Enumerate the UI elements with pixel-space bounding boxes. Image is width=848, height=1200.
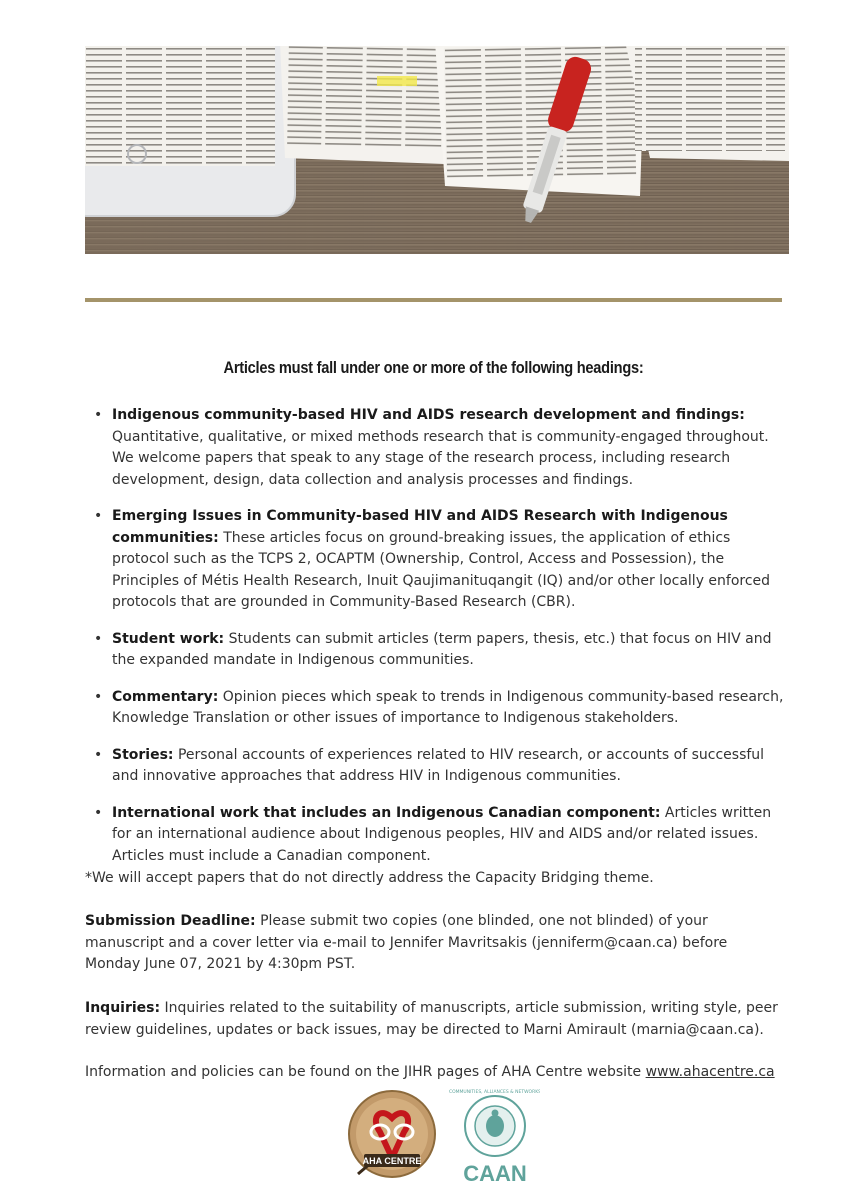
item-text: Students can submit articles (term papers, thesis, etc.) that focus on HIV and the expanded mandate in Indigenous communities. [112, 630, 772, 668]
list-item [86, 803, 786, 868]
item-text: These articles focus on ground-breaking issues, the application of ethics protocol such as the TCPS 2, OCAPTM (Ownership, Control, Access and Possession), the Principles of Métis Health Research, Inuit Qaujimanituqangit (IQ) and/or other locally enforced protocols that are grounded in Community-Based Research (CBR). [112, 529, 771, 610]
list-item [86, 405, 786, 491]
item-text: Quantitative, qualitative, or mixed methods research that is community-engaged throughout. We welcome papers that speak to any stage of the research process, including research development, design, data collection and analysis processes and findings. [112, 428, 769, 488]
deadline-text: Please submit two copies (one blinded, one not blinded) of your manuscript and a cover letter via e-mail to Jennifer Mavritsakis (jenniferm@caan.ca) before Monday June 07, 2021 by 4:30pm PST. [85, 913, 728, 972]
info-line [85, 1062, 785, 1084]
aha-logo-text: AHA CENTRE [362, 1156, 422, 1166]
aha-centre-logo [349, 1091, 435, 1177]
capacity-note: *We will accept papers that do not directly address the Capacity Bridging theme. [85, 870, 654, 886]
item-text: Articles written for an international audience about Indigenous peoples, HIV and AIDS and/or related issues. Articles must include a Canadian component. [112, 804, 772, 864]
deadline-label: Submission Deadline: [85, 913, 256, 929]
bullet-icon: • [94, 407, 103, 423]
item-title: Emerging Issues in Community-based HIV and AIDS Research with Indigenous communities: [112, 508, 728, 546]
header-image [85, 46, 789, 254]
bullet-icon: • [94, 630, 103, 647]
section-divider [85, 298, 782, 302]
list-item [86, 745, 786, 788]
list-item [86, 506, 786, 614]
caan-logo [449, 1089, 540, 1186]
website-link[interactable]: www.ahacentre.ca [645, 1064, 775, 1080]
item-title: International work that includes an Indigenous Canadian component: [112, 804, 661, 821]
item-title: Indigenous community-based HIV and AIDS research development and findings: [112, 407, 745, 423]
list-item [86, 687, 786, 730]
item-title: Student work: [112, 630, 225, 647]
inquiries-label: Inquiries: [85, 1000, 161, 1016]
inquiries-text: Inquiries related to the suitability of manuscripts, article submission, writing style, peer review guidelines, updates or back issues, may be directed to Marni Amirault (marnia@caan.ca). [85, 1000, 778, 1038]
page-heading: Articles must fall under one or more of the following headings: [223, 358, 644, 377]
bullet-icon: • [94, 688, 103, 705]
bullet-icon: • [94, 746, 103, 763]
partner-logos [340, 1088, 540, 1188]
bullet-icon: • [94, 804, 103, 821]
bullet-icon: • [94, 508, 103, 524]
caan-logo-text: CAAN [463, 1161, 527, 1186]
submission-deadline [85, 911, 785, 976]
caan-ring-text: COMMUNITIES, ALLIANCES & NETWORKS [448, 1090, 540, 1095]
item-text: Opinion pieces which speak to trends in Indigenous community-based research, Knowledge Translation or other issues of importance to Indigenous stakeholders. [112, 688, 784, 726]
newspapers-and-marker-image [85, 46, 789, 254]
headings-list [86, 405, 786, 882]
logos-svg [340, 1088, 540, 1188]
item-text: Personal accounts of experiences related to HIV research, or accounts of successful and innovative approaches that address HIV in Indigenous communities. [112, 746, 765, 784]
item-title: Commentary: [112, 688, 219, 705]
info-text: Information and policies can be found on the JIHR pages of AHA Centre website [85, 1064, 646, 1080]
item-title: Stories: [112, 746, 174, 763]
tablet-shape [85, 46, 295, 216]
inquiries [85, 998, 785, 1041]
list-item [86, 629, 786, 672]
